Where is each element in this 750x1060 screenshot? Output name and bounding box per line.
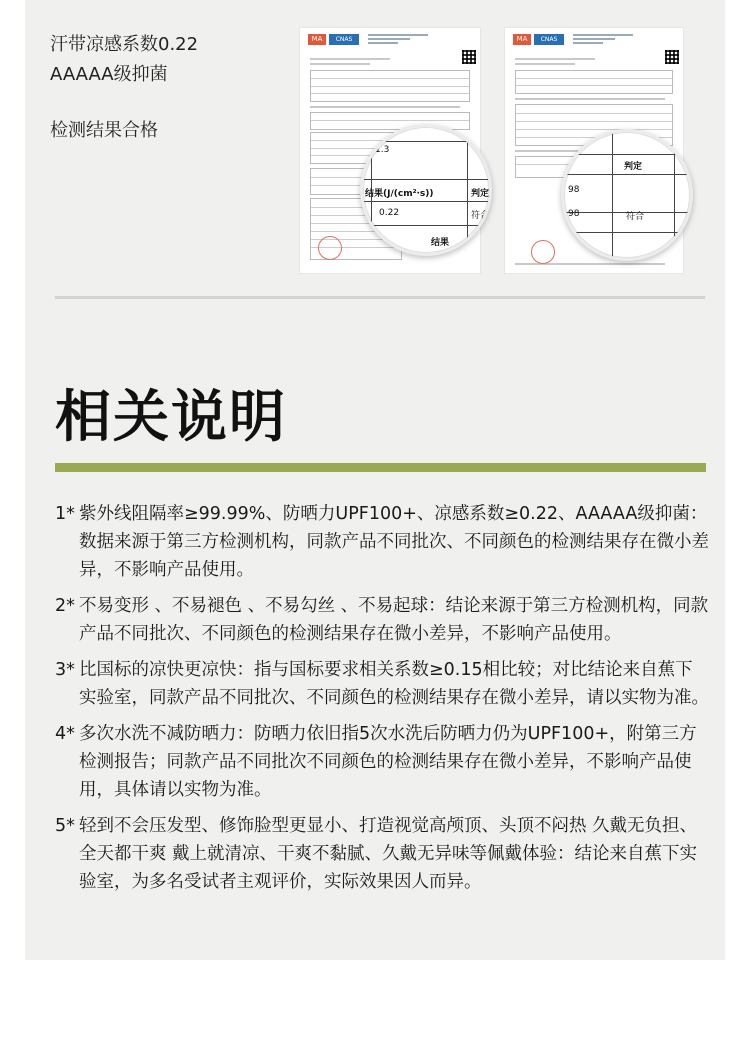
qr-code-icon — [462, 50, 476, 64]
accent-bar — [55, 463, 706, 472]
magnified-column-header: 结果(J/(cm²·s)) — [365, 189, 434, 199]
red-seal-icon — [318, 236, 342, 260]
note-number: 3* — [55, 660, 75, 680]
magnified-value-b: 98 — [568, 209, 580, 219]
magnified-verdict-header: 判定 — [624, 162, 643, 172]
magnified-value: 0.22 — [379, 208, 400, 218]
magnified-verdict: 符合 — [471, 211, 490, 221]
notes-list — [55, 500, 710, 904]
note-item-3 — [55, 656, 710, 712]
cnas-logo: CNAS — [329, 34, 359, 45]
certificate-summary — [50, 30, 270, 146]
note-text: 比国标的凉快更凉快：指与国标要求相关系数≥0.15相比较；对比结论来自蕉下实验室，同款产品不同批次、不同颜色的检测结果存在微小差异，请以实物为准。 — [79, 660, 709, 708]
note-item-5 — [55, 812, 710, 896]
red-seal-icon — [531, 240, 555, 264]
note-text: 紫外线阻隔率≥99.99%、防晒力UPF100+、凉感系数≥0.22、AAAAA级抑菌：数据来源于第三方检测机构，同款产品不同批次、不同颜色的检测结果存在微小差异，不影响产品使用。 — [79, 504, 709, 580]
magnified-verdict-header: 判定 — [471, 189, 490, 199]
magnified-value-a: 98 — [568, 185, 580, 195]
magnified-result-1 — [360, 124, 492, 256]
note-item-2 — [55, 592, 710, 648]
cooling-coefficient-line: 汗带凉感系数0.22 — [50, 34, 199, 55]
note-number: 1* — [55, 504, 75, 524]
note-number: 2* — [55, 596, 75, 616]
antibacterial-line: AAAAA级抑菌 — [50, 64, 168, 85]
magnified-result-2 — [561, 129, 693, 261]
lab-logo — [573, 34, 633, 46]
magnified-top-value: 1.3 — [375, 145, 390, 155]
lab-logo — [368, 34, 428, 46]
note-number: 4* — [55, 724, 75, 744]
note-text: 轻到不会压发型、修饰脸型更显小、打造视觉高颅顶、头顶不闷热 久戴无负担、全天都干爽 戴上就清凉、干爽不黏腻、久戴无异味等佩戴体验：结论来自蕉下实验室，为多名受试者主观评价，实际效果因人而异。 — [79, 816, 698, 892]
ma-logo: MA — [513, 34, 531, 45]
note-item-1 — [55, 500, 710, 584]
ma-logo: MA — [308, 34, 326, 45]
note-text: 多次水洗不减防晒力：防晒力依旧指5次水洗后防晒力仍为UPF100+，附第三方检测报告；同款产品不同批次不同颜色的检测结果存在微小差异，不影响产品使用，具体请以实物为准。 — [79, 724, 697, 800]
test-result-line: 检测结果合格 — [50, 120, 158, 141]
section-title: 相关说明 — [55, 385, 287, 450]
qr-code-icon — [665, 50, 679, 64]
cnas-logo: CNAS — [534, 34, 564, 45]
section-divider — [55, 296, 705, 299]
magnified-verdict: 符合 — [626, 212, 645, 222]
note-item-4 — [55, 720, 710, 804]
magnified-result-header: 结果 — [431, 238, 450, 248]
note-number: 5* — [55, 816, 75, 836]
note-text: 不易变形 、不易褪色 、不易勾丝 、不易起球：结论来源于第三方检测机构，同款产品不同批次、不同颜色的检测结果存在微小差异，不影响产品使用。 — [79, 596, 709, 644]
